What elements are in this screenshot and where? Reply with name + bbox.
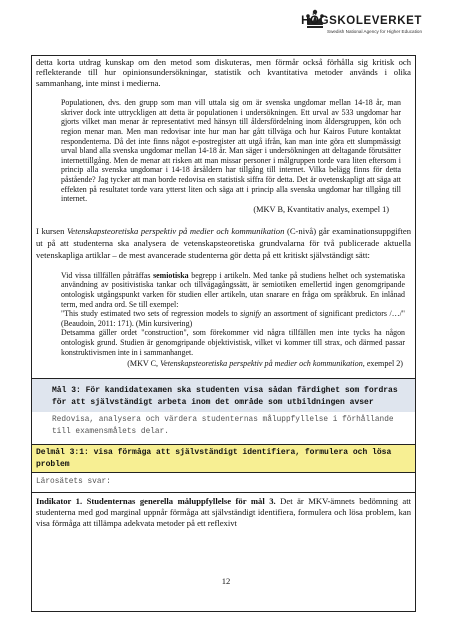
quote-2-para-3: Detsamma gäller ordet "construction", som förekommer vid några tillfällen men inte tycks ha någon ontologisk grund. Studien är genomgripande objektivistisk, vilket vi kommer till strax, och därmed passar konstruktivismen inte in i sammanhanget. — [61, 328, 405, 357]
indicator-title: Indikator 1. Studenternas generella måluppfyllelse för mål 3. — [36, 496, 276, 507]
indicator-paragraph: Indikator 1. Studenternas generella måluppfyllelse för mål 3. Det är MKV-ämnets bedömning att studenterna med god marginal uppnår förmåga att självständigt identifiera, formulera och lösa problem, kan visa förmåga att tillämpa adekvata metoder på ett reflexivt — [36, 496, 411, 529]
intro-paragraph: detta korta utdrag kunskap om den metod som diskuteras, men förmår också förhålla sig kritisk och reflekterande till hur opinionsundersökningar, statistik och kvantitativa metoder används i olika sammanhang, inte minst i medierna. — [36, 57, 411, 88]
page-number: 12 — [221, 576, 231, 586]
goal-instruction: Redovisa, analysera och värdera studenternas måluppfyllelse i förhållande till examensmålets delar. — [52, 416, 394, 436]
section-examples — [32, 56, 415, 369]
quote-1-reference: (MKV B, Kvantitativ analys, exempel 1) — [253, 204, 389, 214]
quote-2-para-2: "This study estimated two sets of regression models to signify an assortment of significant predictors /…/" (Beaudoin, 2011: 171). (Min kursivering) — [61, 309, 405, 328]
logo-name: HÖGSKOLEVERKET — [301, 15, 422, 27]
indicator-section — [32, 493, 415, 529]
quote-2-para-1: Vid vissa tillfällen påträffas semiotiska begrepp i artikeln. Med tanke på studiens helhet och systematiska användning av positivistiska tankar och tillvägagångssätt, är semiotiken emellertid ingen genomgripande ontologisk utgångspunkt varken för studien eller artikeln, utan snarare en fråga om språkbruk. En inlånad term, med andra ord. Se till exempel: — [61, 270, 405, 309]
goal-heading: Mål 3: För kandidatexamen ska studenten visa sådan färdighet som fordras för att självständigt arbeta inom det område som utbildningen avser — [32, 379, 415, 412]
institution-answer-label: Lärosätets svar: — [32, 473, 415, 493]
quote-block-2 — [61, 271, 405, 369]
quote-2-reference: (MKV C, Vetenskapsteoretiska perspektiv på medier och kommunikation, exempel 2) — [127, 359, 403, 369]
goal-section — [32, 378, 415, 444]
content-frame — [31, 55, 416, 612]
subgoal-heading: Delmål 3:1: visa förmåga att självständigt identifiera, formulera och lösa problem — [32, 444, 415, 473]
quote-1-text: Populationen, dvs. den grupp som man vill uttala sig om är svenska ungdomar mellan 14-18 år, man skriver dock inte uttryckligen att detta är populationen i undersökningen. Ett urval av 533 ungdomar har gjorts vilket man menar är representativt med hänsyn till åldersfördelning inom åldersgruppen, kön och region menar man. Men man redovisar inte hur man har gått tillväga och hur Kairos Future kontaktat respondenterna. Då det inte finns något e-postregister att utgå ifrån, kan man inte göra ett slumpmässigt urval bland alla svenska ungdomar mellan 14-18 år. Man säger i undersökningen att deltagande förutsätter internettillgång. Men de menar att risken att man missar personer i målgruppen torde vara liten eftersom i princip alla svenska ungdomar i 14-18 årsåldern har tillgång till internet. Vilka belägg finns för detta påstående? Jag tycker att man borde redovisa en statistisk siffra för detta. Det är ovetenskapligt att säga att effekten på resultatet torde vara ytterst liten och säga att i princip alla svenska ungdomar har tillgång till internet. — [61, 98, 401, 204]
quote-block-1 — [61, 98, 401, 215]
course-title: Vetenskapsteoretiska perspektiv på medier och kommunikation — [66, 225, 285, 236]
course-paragraph: I kursen Vetenskapsteoretiska perspektiv på medier och kommunikation (C-nivå) går examinationsuppgiften ut på att studenterna ska analysera de vetenskapsteoretiska grundvalarna för två publicerade aktuella vetenskapliga artiklar – de mest avancerade studenterna gör detta på ett kritiskt självständigt sätt: — [36, 225, 411, 260]
logo-subtitle: Swedish National Agency for Higher Education — [327, 29, 422, 34]
